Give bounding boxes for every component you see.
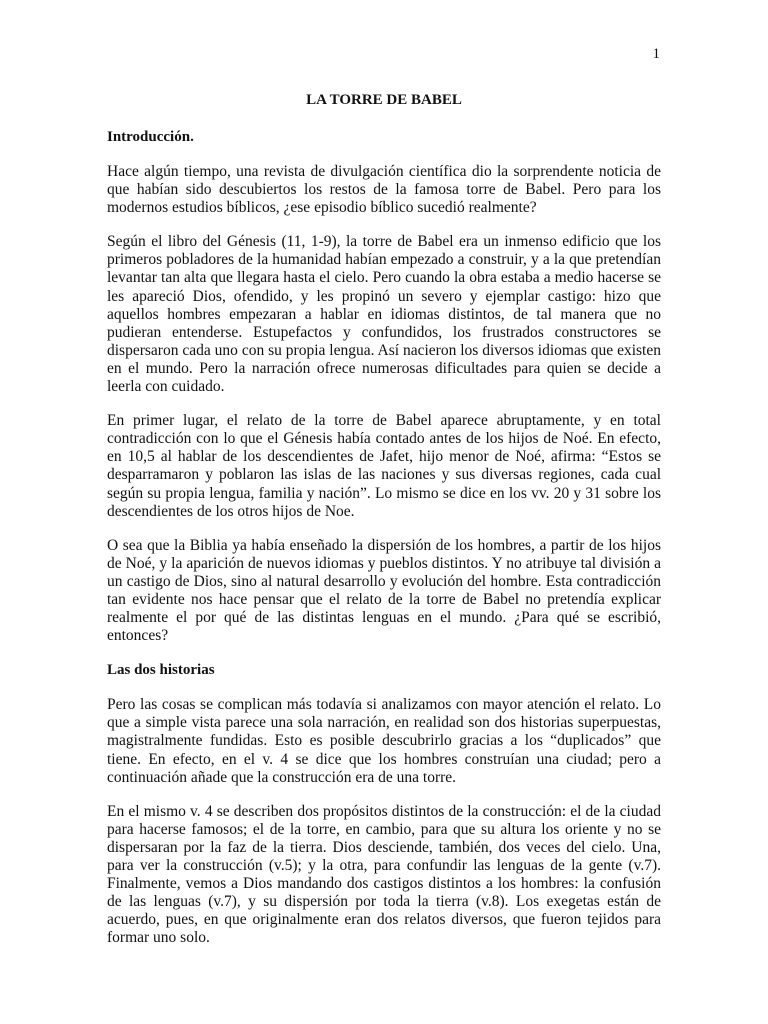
document-title: LA TORRE DE BABEL [306, 92, 462, 108]
paragraph: Hace algún tiempo, una revista de divulgación científica dio la sorprendente noticia de que habían sido descubiertos los restos de la famosa torre de Babel. Pero para los modernos estudios bíblicos, ¿ese episodio bíblico sucedió realmente? [107, 163, 661, 217]
page-number: 1 [652, 46, 660, 62]
section-introduccion [107, 128, 661, 645]
paragraph: Según el libro del Génesis (11, 1-9), la torre de Babel era un inmenso edificio que los primeros pobladores de la humanidad habían empezado a construir, y a la que pretendían levantar tan alta que llegara hasta el cielo. Pero cuando la obra estaba a medio hacerse se les apareció Dios, ofendido, y les propinó un severo y ejemplar castigo: hizo que aquellos hombres empezaran a hablar en idiomas distintos, de tal manera que no pudieran entenderse. Estupefactos y confundidos, los frustrados constructores se dispersaron cada uno con su propia lengua. Así nacieron los diversos idiomas que existen en el mundo. Pero la narración ofrece numerosas dificultades para quien se decide a leerla con cuidado. [107, 233, 661, 396]
paragraph: O sea que la Biblia ya había enseñado la dispersión de los hombres, a partir de los hijos de Noé, y la aparición de nuevos idiomas y pueblos distintos. Y no atribuye tal división a un castigo de Dios, sino al natural desarrollo y evolución del hombre. Esta contradicción tan evidente nos hace pensar que el relato de la torre de Babel no pretendía explicar realmente el por qué de las distintas lenguas en el mundo. ¿Para qué se escribió, entonces? [107, 536, 661, 645]
section-heading: Introducción. [107, 129, 194, 145]
paragraph: En el mismo v. 4 se describen dos propósitos distintos de la construcción: el de la ciudad para hacerse famosos; el de la torre, en cambio, para que su altura los oriente y no se dispersaran por la faz de la tierra. Dios desciende, también, dos veces del cielo. Una, para ver la construcción (v.5); y la otra, para confundir las lenguas de la gente (v.7). Finalmente, vemos a Dios mandando dos castigos distintos a los hombres: la confusión de las lenguas (v.7), y su dispersión por toda la tierra (v.8). Los exegetas están de acuerdo, pues, en que originalmente eran dos relatos diversos, que fueron tejidos para formar uno solo. [107, 802, 661, 947]
document-body [107, 128, 661, 963]
section-las-dos-historias [107, 661, 661, 947]
section-heading: Las dos historias [107, 662, 215, 679]
paragraph: Pero las cosas se complican más todavía si analizamos con mayor atención el relato. Lo que a simple vista parece una sola narración, en realidad son dos historias superpuestas, magistralmente fundidas. Esto es posible descubrirlo gracias a los “duplicados” que tiene. En efecto, en el v. 4 se dice que los hombres construían una ciudad; pero a continuación añade que la construcción era de una torre. [107, 696, 661, 786]
paragraph: En primer lugar, el relato de la torre de Babel aparece abruptamente, y en total contradicción con lo que el Génesis había contado antes de los hijos de Noé. En efecto, en 10,5 al hablar de los descendientes de Jafet, hijo menor de Noé, afirma: “Estos se desparramaron y poblaron las islas de las naciones y sus diversas regiones, cada cual según su propia lengua, familia y nación”. Lo mismo se dice en los vv. 20 y 31 sobre los descendientes de los otros hijos de Noe. [107, 412, 661, 520]
